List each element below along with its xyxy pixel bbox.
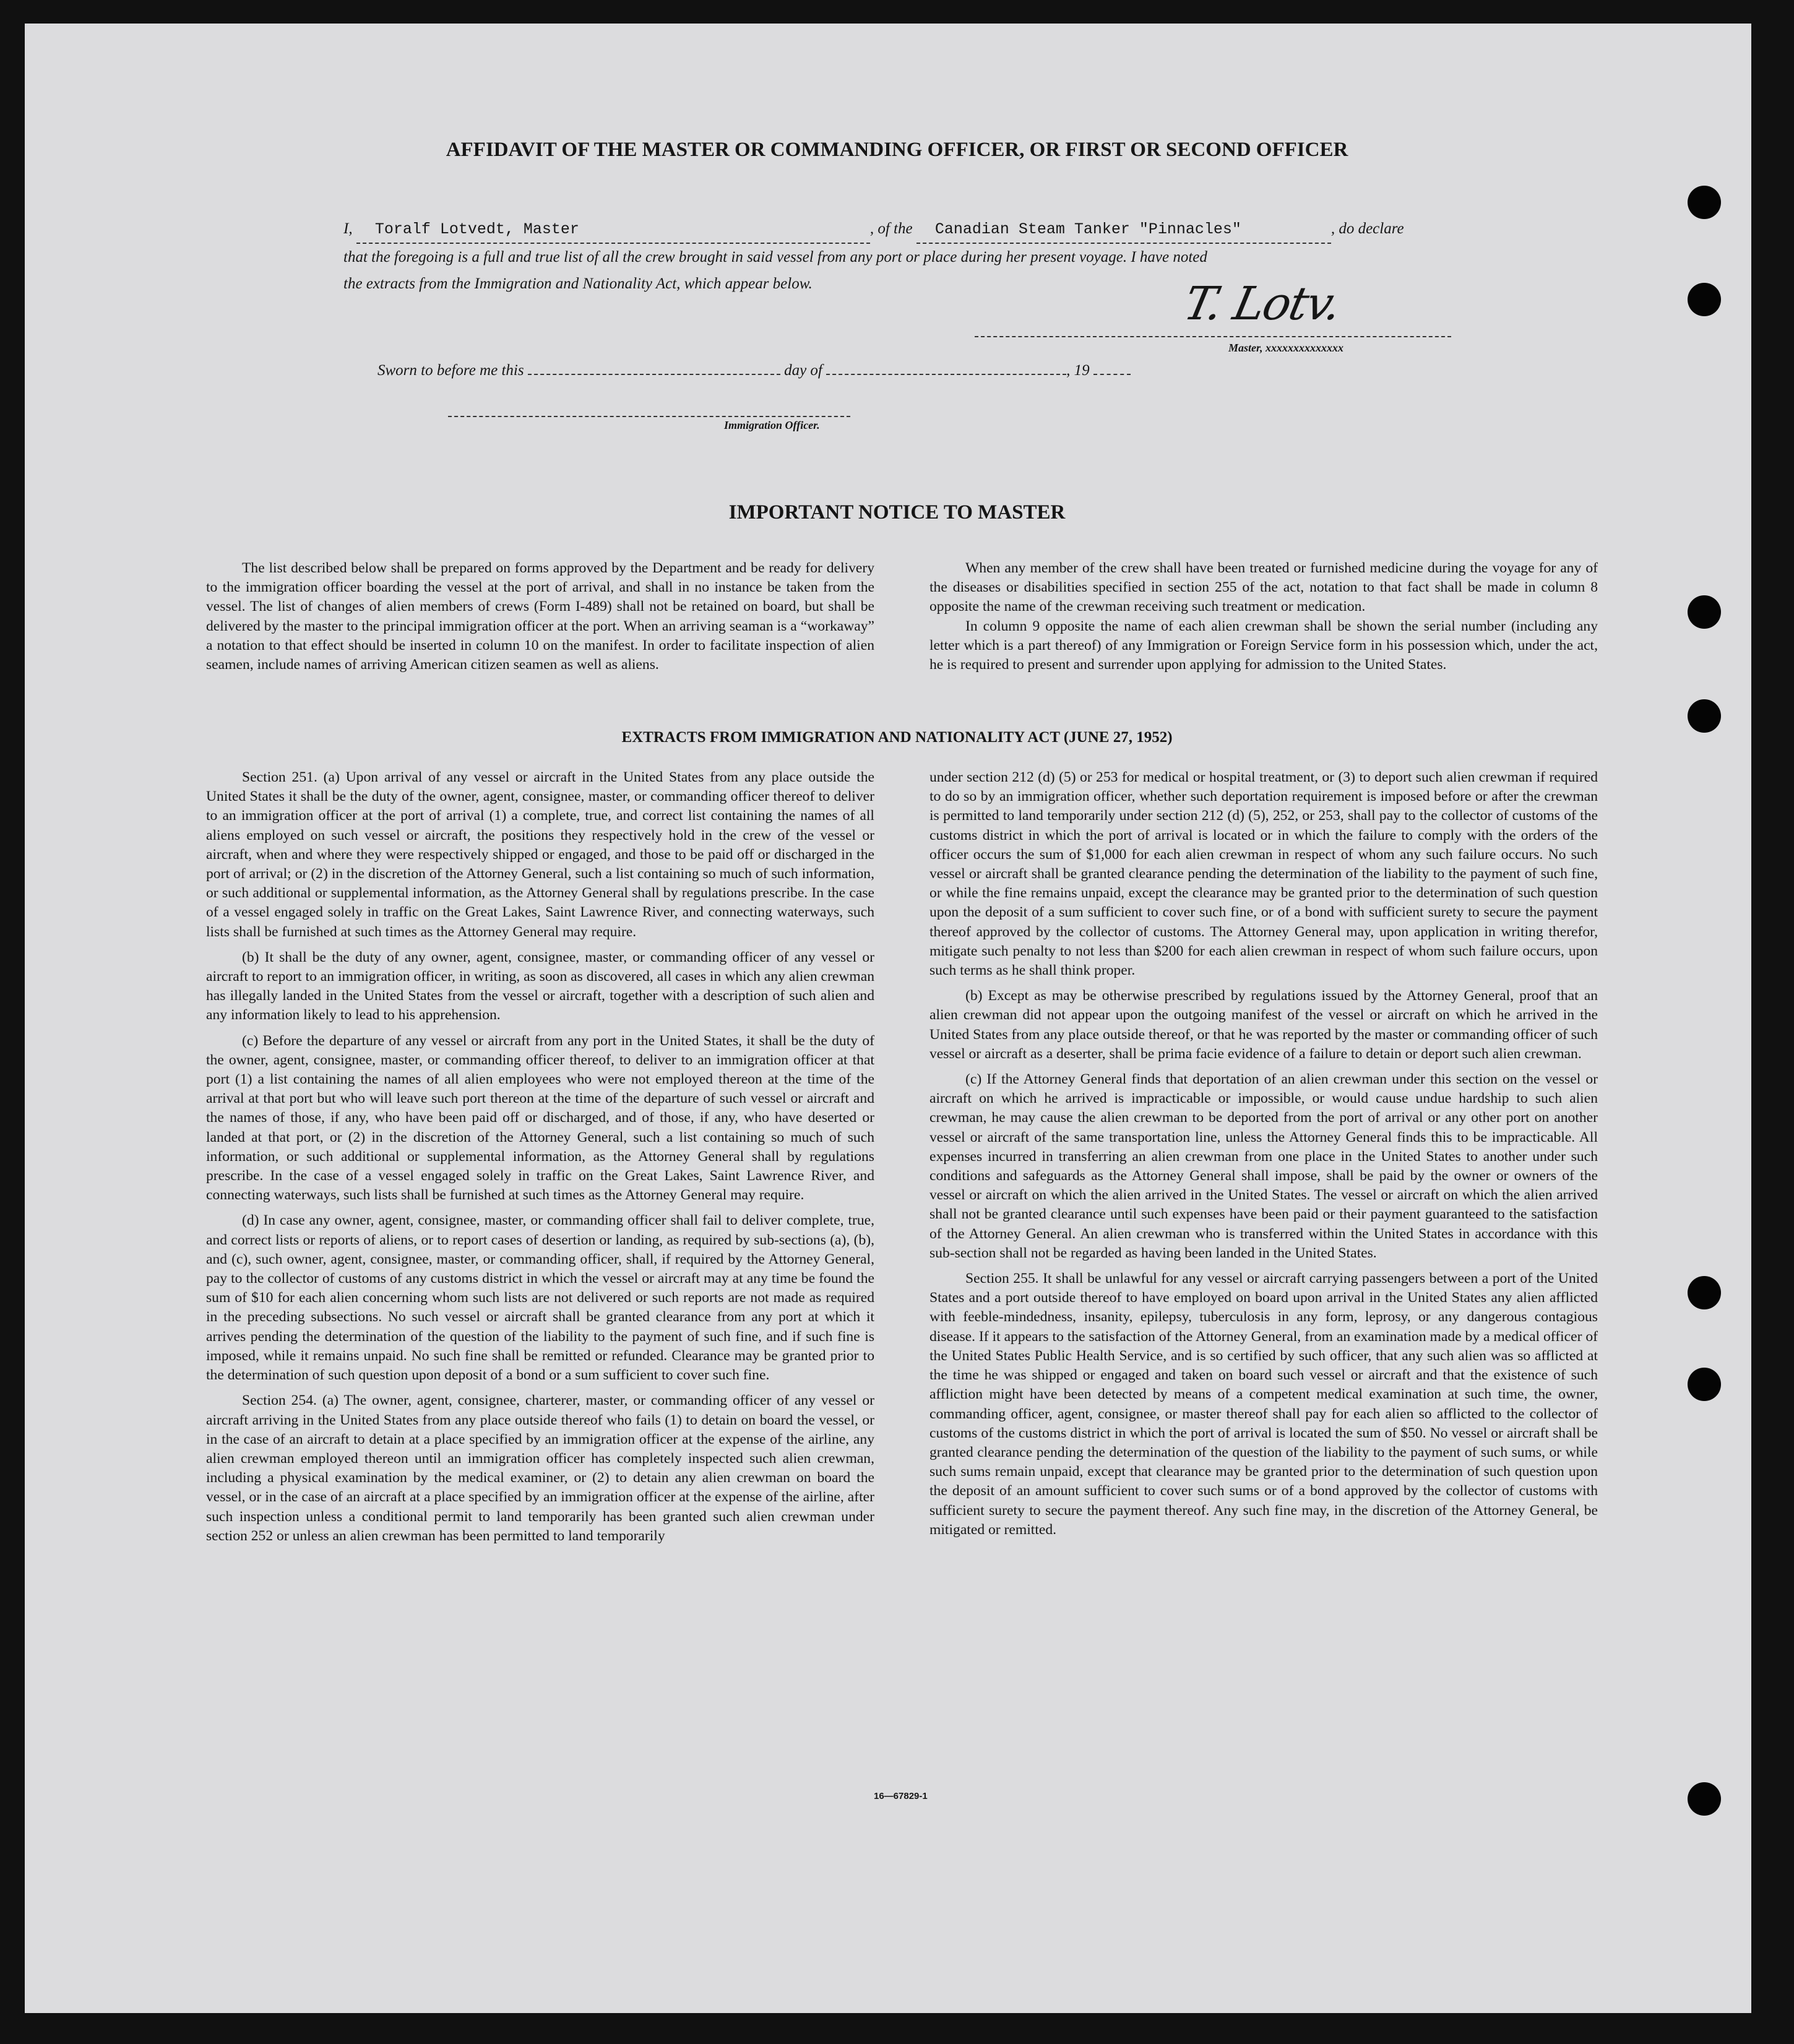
act-paragraph: under section 212 (d) (5) or 253 for medical or hospital treatment, or (3) to deport such alien crewman if required to do so by an immigration officer, whether such deportation requirement is imposed before or after the crewman is permitted to land temporarily under section 212 (d) (5), 252, or 253, shall pay to the collector of customs of the customs district in which the port of arrival is located or in which the failure to comply with the orders of the officer occurs the sum of $1,000 for each alien crewman in respect of whom any such failure occurs. No such vessel or aircraft shall be granted clearance pending the determination of the liability to the payment of such fine, or while the fine remains unpaid, except the clearance may be granted prior to the determination of such question upon the deposit of a sum sufficient to cover such fine, or of a bond with sufficient surety to secure the payment thereof approved by the collector of customs. The Attorney General may, upon application in writing therefor, mitigate such penalty to not less than $200 for each alien crewman in respect of whom such failure occurs, upon such terms as he shall think proper. [929, 769, 1598, 979]
master-signature: T. Lotv. [1179, 277, 1345, 330]
notice-right-column [929, 559, 1598, 675]
extracts-right-column [929, 768, 1598, 1540]
form-code: 16—67829-1 [874, 1791, 928, 1801]
extracts-title: EXTRACTS FROM IMMIGRATION AND NATIONALITY ACT (JUNE 27, 1952) [621, 729, 1173, 746]
punch-hole [1688, 1276, 1721, 1309]
month-blank [826, 374, 1066, 375]
act-paragraph: Section 255. It shall be unlawful for any vessel or aircraft carrying passengers between a port of the United States and a port outside thereof to have employed on board upon arrival in the United States any alien afflicted with feeble-mindedness, insanity, epilepsy, tuberculosis in any form, leprosy, or any dangerous contagious disease. If it appears to the satisfaction of the Attorney General, from an examination made by a medical officer of the United States Public Health Service, and is so certified by such officer, that any such alien was so afflicted at the time he was shipped or engaged and taken on board such vessel or aircraft and that the existence of such affliction might have been detected by means of a competent medical examination at such time, the owner, commanding officer, agent, consignee, or master thereof shall pay for each alien so afflicted to the collector of customs of the customs district in which the port of arrival is located the sum of $50. No vessel or aircraft shall be granted clearance pending the determination of the question of the liability to the payment of such sums, or while such sums remain unpaid, except that clearance may be granted prior to the determination of such question upon the deposit of an amount sufficient to cover such sums or of a bond approved by the collector of customs with sufficient surety to secure the payment thereof. Any such fine may, in the discretion of the Attorney General, be mitigated or remitted. [929, 1270, 1598, 1538]
day-blank [528, 374, 780, 375]
day-label: day of [784, 362, 822, 379]
act-paragraph: (c) If the Attorney General finds that deportation of an alien crewman under this section on the vessel or aircraft on which he arrived is impracticable or impossible, or would cause undue hardship to such alien crewman, he may cause the alien crewman to be deported from the port of arrival or any other port on another vessel or aircraft of the same transportation line, unless the Attorney General finds this to be impracticable. All expenses incurred in transferring an alien crewman from one place in the United States to another under such conditions and safeguards as the Attorney General shall impose, shall be paid by the owner or owners of the vessel or aircraft on which the alien arrived in the United States. The vessel or aircraft on which the alien arrived shall not be granted clearance until such expenses have been paid or their payment guaranteed to the satisfaction of the Attorney General. An alien crewman who is transferred within the United States in accordance with this sub-section shall not be regarded as having been landed in the United States. [929, 1071, 1598, 1261]
signature-line [975, 336, 1451, 337]
sworn-line [377, 362, 1131, 379]
officer-signature-line [448, 416, 850, 417]
declaration-prefix: I, [343, 220, 353, 237]
act-paragraph: (b) It shall be the duty of any owner, agent, consignee, master, or commanding officer of any vessel or aircraft to report to an immigration officer, in writing, as soon as discovered, all cases in which any alien crewman has illegally landed in the United States from the vessel or aircraft, together with a description of such alien and any information likely to lead to his apprehension. [206, 949, 874, 1024]
punch-hole [1688, 595, 1721, 629]
notice-title: IMPORTANT NOTICE TO MASTER [728, 501, 1066, 524]
punch-hole [1688, 699, 1721, 733]
notice-paragraph: When any member of the crew shall have been treated or furnished medicine during the voyage for any of the diseases or disabilities specified in section 255 of the act, notation to that fact shall be made in column 8 opposite the name of the crewman receiving such treatment or medication. [929, 560, 1598, 615]
officer-caption: Immigration Officer. [724, 419, 820, 431]
act-paragraph: (c) Before the departure of any vessel or aircraft from any port in the United States, it shall be the duty of the owner, agent, consignee, master, or commanding officer thereof, to deliver to an immigration officer at that port (1) a list containing the names of all alien employees who were not employed thereon at the time of the arrival at that port but who will leave such port thereon at the time of the departure of such vessel or aircraft and the names of those, if any, who have been paid off or discharged, and of those, if any, who have deserted or landed at that port, or (2) in the discretion of the Attorney General, such a list containing so much of such information, or such additional or supplemental information, as the Attorney General shall by regulations prescribe. In the case of a vessel engaged solely in traffic on the Great Lakes, Saint Lawrence River, and connecting waterways, such lists shall be furnished at such times as the Attorney General may require. [206, 1032, 874, 1204]
notice-left-column [206, 559, 874, 675]
notice-paragraph: The list described below shall be prepared on forms approved by the Department and be ready for delivery to the immigration officer boarding the vessel at the port of arrival, and shall in no instance be taken from the vessel. The list of changes of alien members of crews (Form I-489) shall not be retained on board, but shall be delivered by the master to the principal immigration officer at the port. When an arriving seaman is a “workaway” a notation to that effect should be inserted in column 10 on the manifest. In order to facilitate inspection of alien seamen, include names of arriving American citizen seamen as well as aliens. [206, 560, 874, 673]
punch-hole [1688, 283, 1721, 316]
sworn-label: Sworn to before me this [377, 362, 524, 379]
act-paragraph: (b) Except as may be otherwise prescribed by regulations issued by the Attorney General, proof that an alien crewman did not appear upon the outgoing manifest of the vessel or aircraft on which he arrived in the United States from any place outside thereof, or that he was reported by the master or commanding officer of such vessel or aircraft as a deserter, shall be prima facie evidence of a failure to detain or deport such alien crewman. [929, 988, 1598, 1062]
extracts-left-column [206, 768, 874, 1546]
notice-paragraph: In column 9 opposite the name of each alien crewman shall be shown the serial number (including any letter which is a part thereof) of any Immigration or Foreign Service form in his possession which, under the act, he is required to present and surrender upon applying for admission to the United States. [929, 618, 1598, 673]
signature-caption: Master, xxxxxxxxxxxxxx [1228, 342, 1344, 354]
punch-hole [1688, 1368, 1721, 1401]
year-blank [1093, 374, 1131, 375]
vessel-name-field: Canadian Steam Tanker "Pinnacles" [916, 216, 1331, 244]
affidavit-title: AFFIDAVIT OF THE MASTER OR COMMANDING OFFICER, OR FIRST OR SECOND OFFICER [446, 139, 1348, 161]
year-label: , 19 [1066, 362, 1090, 379]
act-paragraph: Section 254. (a) The owner, agent, consignee, charterer, master, or commanding officer of any vessel or aircraft arriving in the United States from any place outside thereof who fails (1) to detain on board the vessel, or in the case of an aircraft to detain at a place specified by an immigration officer at the expense of the airline, any alien crewman employed thereon until an immigration officer has completely inspected such alien crewman, including a physical examination by the medical examiner, or (2) to detain any alien crewman on board the vessel, or in the case of an aircraft at a place specified by an immigration officer at the expense of the airline, after such inspection unless a conditional permit to land temporarily has been granted such alien crewman under section 252 or unless an alien crewman has been permitted to land temporarily [206, 1392, 874, 1544]
act-paragraph: Section 251. (a) Upon arrival of any vessel or aircraft in the United States from any place outside the United States it shall be the duty of the owner, agent, consignee, master, or commanding officer thereof to deliver to an immigration officer at the port of arrival (1) a complete, true, and correct list containing the names of all aliens employed on such vessel or aircraft, the positions they respectively hold in the crew of the vessel or aircraft, when and where they were respectively shipped or engaged, and those to be paid off or discharged in the port of arrival; or (2) in the discretion of the Attorney General, such a list containing so much of such information, or such additional or supplemental information, as the Attorney General shall by regulations prescribe. In the case of a vessel engaged solely in traffic on the Great Lakes, Saint Lawrence River, and connecting waterways, such lists shall be furnished at such times as the Attorney General may require. [206, 769, 874, 940]
declaration-do-declare: , do declare [1330, 220, 1404, 237]
declaration-line-3: the extracts from the Immigration and Nationality Act, which appear below. [343, 275, 813, 292]
master-name-field: Toralf Lotvedt, Master [356, 216, 870, 244]
declaration-of-the: , of the [869, 220, 913, 237]
punch-hole [1688, 186, 1721, 219]
punch-hole [1688, 1782, 1721, 1816]
act-paragraph: (d) In case any owner, agent, consignee, master, or commanding officer shall fail to deliver complete, true, and correct lists or reports of aliens, or to report cases of desertion or landing, as required by sub-sections (a), (b), and (c), such owner, agent, consignee, master, or commanding officer, shall, if required by the Attorney General, pay to the collector of customs of any customs district in which the vessel or aircraft may at any time be found the sum of $10 for each alien concerning whom such lists are not delivered or such reports are not made as required in the preceding subsections. No such vessel or aircraft shall be granted clearance from any port at which it arrives pending the determination of the question of the liability to the payment of such fine, and if such fine is imposed, while it remains unpaid. No such fine shall be remitted or refunded. Clearance may be granted prior to the determination of such question upon deposit of a bond or a sum sufficient to cover such fine. [206, 1212, 874, 1384]
declaration-line-2: that the foregoing is a full and true list of all the crew brought in said vessel from any port or place during her present voyage. I have noted [343, 249, 1207, 265]
